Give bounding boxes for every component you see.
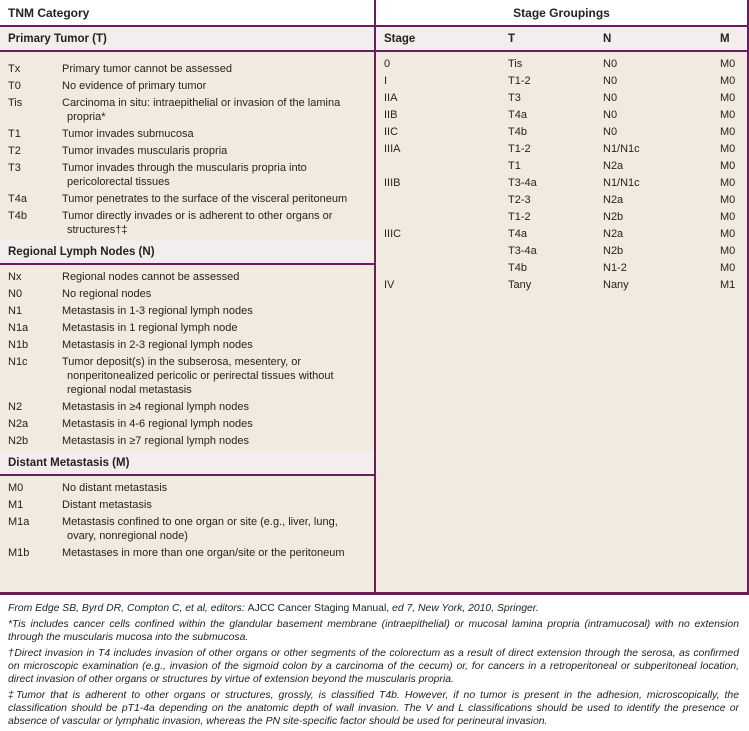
stage-cell-t: T4a xyxy=(508,109,527,121)
stage-row xyxy=(376,57,747,71)
footnotes xyxy=(0,595,749,728)
section-rows xyxy=(0,57,374,237)
tnm-code: Tx xyxy=(8,63,21,75)
stage-cell-m: M0 xyxy=(720,245,736,257)
tnm-code: N1b xyxy=(8,339,29,351)
stage-cell-t: T2-3 xyxy=(508,194,531,206)
column-header-n: N xyxy=(603,33,612,45)
tnm-description: No evidence of primary tumor xyxy=(62,80,207,92)
tnm-category-header: TNM Category xyxy=(0,0,374,27)
stage-cell-t: T4b xyxy=(508,262,527,274)
stage-cell-t: Tis xyxy=(508,58,523,70)
tnm-code: N1c xyxy=(8,356,28,368)
stage-cell-n: N2b xyxy=(603,211,624,223)
stage-cell-t: T1-2 xyxy=(508,143,531,155)
tnm-description: Primary tumor cannot be assessed xyxy=(62,63,232,75)
tnm-row xyxy=(0,161,374,189)
stage-row xyxy=(376,193,747,207)
stage-row xyxy=(376,91,747,105)
stage-cell-stage xyxy=(376,261,508,275)
tnm-row xyxy=(0,338,374,352)
stage-cell-n: N1-2 xyxy=(603,262,627,274)
tnm-description: Carcinoma in situ: intraepithelial or invasion of the lamina propria* xyxy=(62,97,341,123)
stage-cell-m: M0 xyxy=(720,177,736,189)
tnm-description: Metastasis in 4-6 regional lymph nodes xyxy=(62,418,253,430)
tnm-description: Tumor invades through the muscularis propria into pericolorectal tissues xyxy=(62,162,307,188)
stage-cell-n: N0 xyxy=(603,58,618,70)
tnm-row xyxy=(0,304,374,318)
section-rows xyxy=(0,265,374,448)
tnm-description: Distant metastasis xyxy=(62,499,152,511)
stage-cell-m: M0 xyxy=(720,75,736,87)
stage-row xyxy=(376,125,747,139)
tnm-code: N1 xyxy=(8,305,23,317)
tnm-code: M1a xyxy=(8,516,30,528)
tnm-code: M0 xyxy=(8,482,24,494)
stage-cell-t: T4a xyxy=(508,228,527,240)
stage-cell-m: M0 xyxy=(720,160,736,172)
tnm-description: Tumor invades muscularis propria xyxy=(62,145,228,157)
stage-cell-n: N2b xyxy=(603,245,624,257)
tnm-row xyxy=(0,417,374,431)
tnm-row xyxy=(0,79,374,93)
section-header: Distant Metastasis (M) xyxy=(0,451,374,476)
stage-cell-t: T3-4a xyxy=(508,245,537,257)
tnm-code: N2 xyxy=(8,401,23,413)
tnm-code: N1a xyxy=(8,322,29,334)
stage-cell-stage: IIIC xyxy=(384,228,402,240)
stage-cell-n: Nany xyxy=(603,279,629,291)
stage-cell-m: M0 xyxy=(720,194,736,206)
tnm-description: Regional nodes cannot be assessed xyxy=(62,271,240,283)
tnm-row xyxy=(0,287,374,301)
stage-cell-m: M0 xyxy=(720,262,736,274)
stage-cell-stage xyxy=(376,193,508,207)
stage-cell-stage: IV xyxy=(384,279,395,291)
stage-row xyxy=(376,244,747,258)
tnm-code: Tis xyxy=(8,97,23,109)
stage-row xyxy=(376,261,747,275)
tnm-code: T0 xyxy=(8,80,21,92)
footnote-list xyxy=(8,618,739,728)
tnm-row xyxy=(0,96,374,124)
citation-title: AJCC Cancer Staging Manual, xyxy=(247,603,390,614)
stage-cell-m: M0 xyxy=(720,143,736,155)
stage-cell-stage: 0 xyxy=(384,58,391,70)
stage-cell-m: M0 xyxy=(720,211,736,223)
stage-cell-m: M0 xyxy=(720,228,736,240)
stage-row xyxy=(376,227,747,241)
citation-suffix: ed 7, New York, 2010, Springer. xyxy=(389,603,539,614)
tnm-row xyxy=(0,192,374,206)
stage-cell-n: N0 xyxy=(603,92,618,104)
stage-cell-n: N2a xyxy=(603,194,624,206)
tnm-code: T4a xyxy=(8,193,27,205)
stage-cell-stage xyxy=(376,159,508,173)
tnm-code: T2 xyxy=(8,145,21,157)
tnm-row xyxy=(0,144,374,158)
stage-cell-stage: I xyxy=(384,75,388,87)
stage-cell-t: T1 xyxy=(508,160,521,172)
footnote: *Tis includes cancer cells confined within the glandular basement membrane (intraepithelial) or mucosal lamina propria (intramucosal) with no extension through the muscularis mucosa into the submucosa. xyxy=(8,619,739,643)
tnm-description: Tumor invades submucosa xyxy=(62,128,194,140)
stage-cell-stage xyxy=(376,210,508,224)
tnm-code: T1 xyxy=(8,128,21,140)
stage-cell-stage xyxy=(376,244,508,258)
tnm-row xyxy=(0,515,374,543)
stage-cell-n: N2a xyxy=(603,160,624,172)
stage-row xyxy=(376,159,747,173)
stage-row xyxy=(376,142,747,156)
column-header-m: M xyxy=(720,33,730,45)
stage-cell-n: N1/N1c xyxy=(603,177,640,189)
tnm-description: Tumor penetrates to the surface of the visceral peritoneum xyxy=(62,193,348,205)
section-rows xyxy=(0,476,374,560)
stage-cell-n: N1/N1c xyxy=(603,143,640,155)
footnote: †Direct invasion in T4 includes invasion of other organs or other segments of the colorectum as a result of direct extension through the serosa, as confirmed on microscopic examination (e.g., invasion of the sigmoid colon by a carcinoma of the cecum) or, for cancers in a retroperitoneal or subperitoneal location, direct invasion of other organs or structures by virtue of extension beyond the muscularis propria. xyxy=(8,648,739,685)
tnm-code: T4b xyxy=(8,210,27,222)
tnm-description: Tumor directly invades or is adherent to other organs or structures†‡ xyxy=(62,210,333,236)
stage-cell-t: T1-2 xyxy=(508,211,531,223)
stage-row xyxy=(376,210,747,224)
stage-groupings-column-headers xyxy=(376,27,747,52)
tnm-description: Tumor deposit(s) in the subserosa, mesentery, or nonperitonealized pericolic or perirectal tissues without regional nodal metastasis xyxy=(62,356,334,396)
stage-cell-n: N0 xyxy=(603,126,618,138)
stage-cell-m: M0 xyxy=(720,109,736,121)
tnm-description: No regional nodes xyxy=(62,288,152,300)
tnm-row xyxy=(0,498,374,512)
tnm-category-body xyxy=(0,52,374,592)
stage-cell-stage: IIC xyxy=(384,126,399,138)
stage-cell-m: M0 xyxy=(720,126,736,138)
tnm-row xyxy=(0,355,374,397)
stage-cell-t: T1-2 xyxy=(508,75,531,87)
stage-groupings-header: Stage Groupings xyxy=(376,0,747,27)
tnm-row xyxy=(0,209,374,237)
tnm-description: Metastasis in ≥7 regional lymph nodes xyxy=(62,435,250,447)
tnm-description: Metastasis in 1-3 regional lymph nodes xyxy=(62,305,253,317)
stage-groupings-body xyxy=(376,52,747,592)
stage-cell-m: M1 xyxy=(720,279,736,291)
tnm-row xyxy=(0,270,374,284)
tnm-row xyxy=(0,62,374,76)
column-header-stage: Stage xyxy=(384,33,416,45)
stage-cell-stage: IIIB xyxy=(384,177,401,189)
tnm-code: N0 xyxy=(8,288,23,300)
tnm-description: Metastases in more than one organ/site or the peritoneum xyxy=(62,547,345,559)
tnm-code: N2a xyxy=(8,418,29,430)
stage-cell-n: N2a xyxy=(603,228,624,240)
tnm-description: Metastasis in ≥4 regional lymph nodes xyxy=(62,401,250,413)
column-header-t: T xyxy=(508,33,516,45)
tnm-code: Nx xyxy=(8,271,22,283)
tnm-row xyxy=(0,546,374,560)
tnm-row xyxy=(0,434,374,448)
stage-cell-t: T3 xyxy=(508,92,521,104)
tnm-description: No distant metastasis xyxy=(62,482,168,494)
section-header: Regional Lymph Nodes (N) xyxy=(0,240,374,265)
stage-cell-n: N0 xyxy=(603,75,618,87)
stage-cell-t: T3-4a xyxy=(508,177,537,189)
stage-cell-m: M0 xyxy=(720,58,736,70)
citation xyxy=(8,602,739,615)
footnote: ‡Tumor that is adherent to other organs or structures, grossly, is classified T4b. However, if no tumor is present in the adhesion, microscopically, the classification should be pT1-4a depending on the anatomic depth of wall invasion. The V and L classifications should be used to identify the presence or absence of vascular or lymphatic invasion, whereas the PN site-specific factor should be used for perineural invasion. xyxy=(8,690,739,727)
stage-row xyxy=(376,278,747,292)
tnm-code: T3 xyxy=(8,162,21,174)
tnm-row xyxy=(0,127,374,141)
section-header-primary-tumor: Primary Tumor (T) xyxy=(0,27,374,52)
tnm-code: N2b xyxy=(8,435,29,447)
stage-groupings-table xyxy=(376,0,749,592)
tnm-row xyxy=(0,481,374,495)
stage-cell-t: Tany xyxy=(508,279,532,291)
tnm-category-table xyxy=(0,0,376,592)
stage-cell-stage: IIA xyxy=(384,92,398,104)
stage-row xyxy=(376,176,747,190)
stage-row xyxy=(376,108,747,122)
stage-cell-stage: IIIA xyxy=(384,143,401,155)
tnm-description: Metastasis confined to one organ or site (e.g., liver, lung, ovary, nonregional node) xyxy=(62,516,338,542)
stage-cell-stage: IIB xyxy=(384,109,398,121)
stage-cell-m: M0 xyxy=(720,92,736,104)
stage-cell-n: N0 xyxy=(603,109,618,121)
tnm-code: M1b xyxy=(8,547,30,559)
tnm-description: Metastasis in 2-3 regional lymph nodes xyxy=(62,339,253,351)
tnm-code: M1 xyxy=(8,499,24,511)
tnm-row xyxy=(0,321,374,335)
tnm-description: Metastasis in 1 regional lymph node xyxy=(62,322,238,334)
citation-prefix: From Edge SB, Byrd DR, Compton C, et al, editors: xyxy=(8,603,248,614)
tnm-row xyxy=(0,400,374,414)
stage-row xyxy=(376,74,747,88)
stage-cell-t: T4b xyxy=(508,126,527,138)
